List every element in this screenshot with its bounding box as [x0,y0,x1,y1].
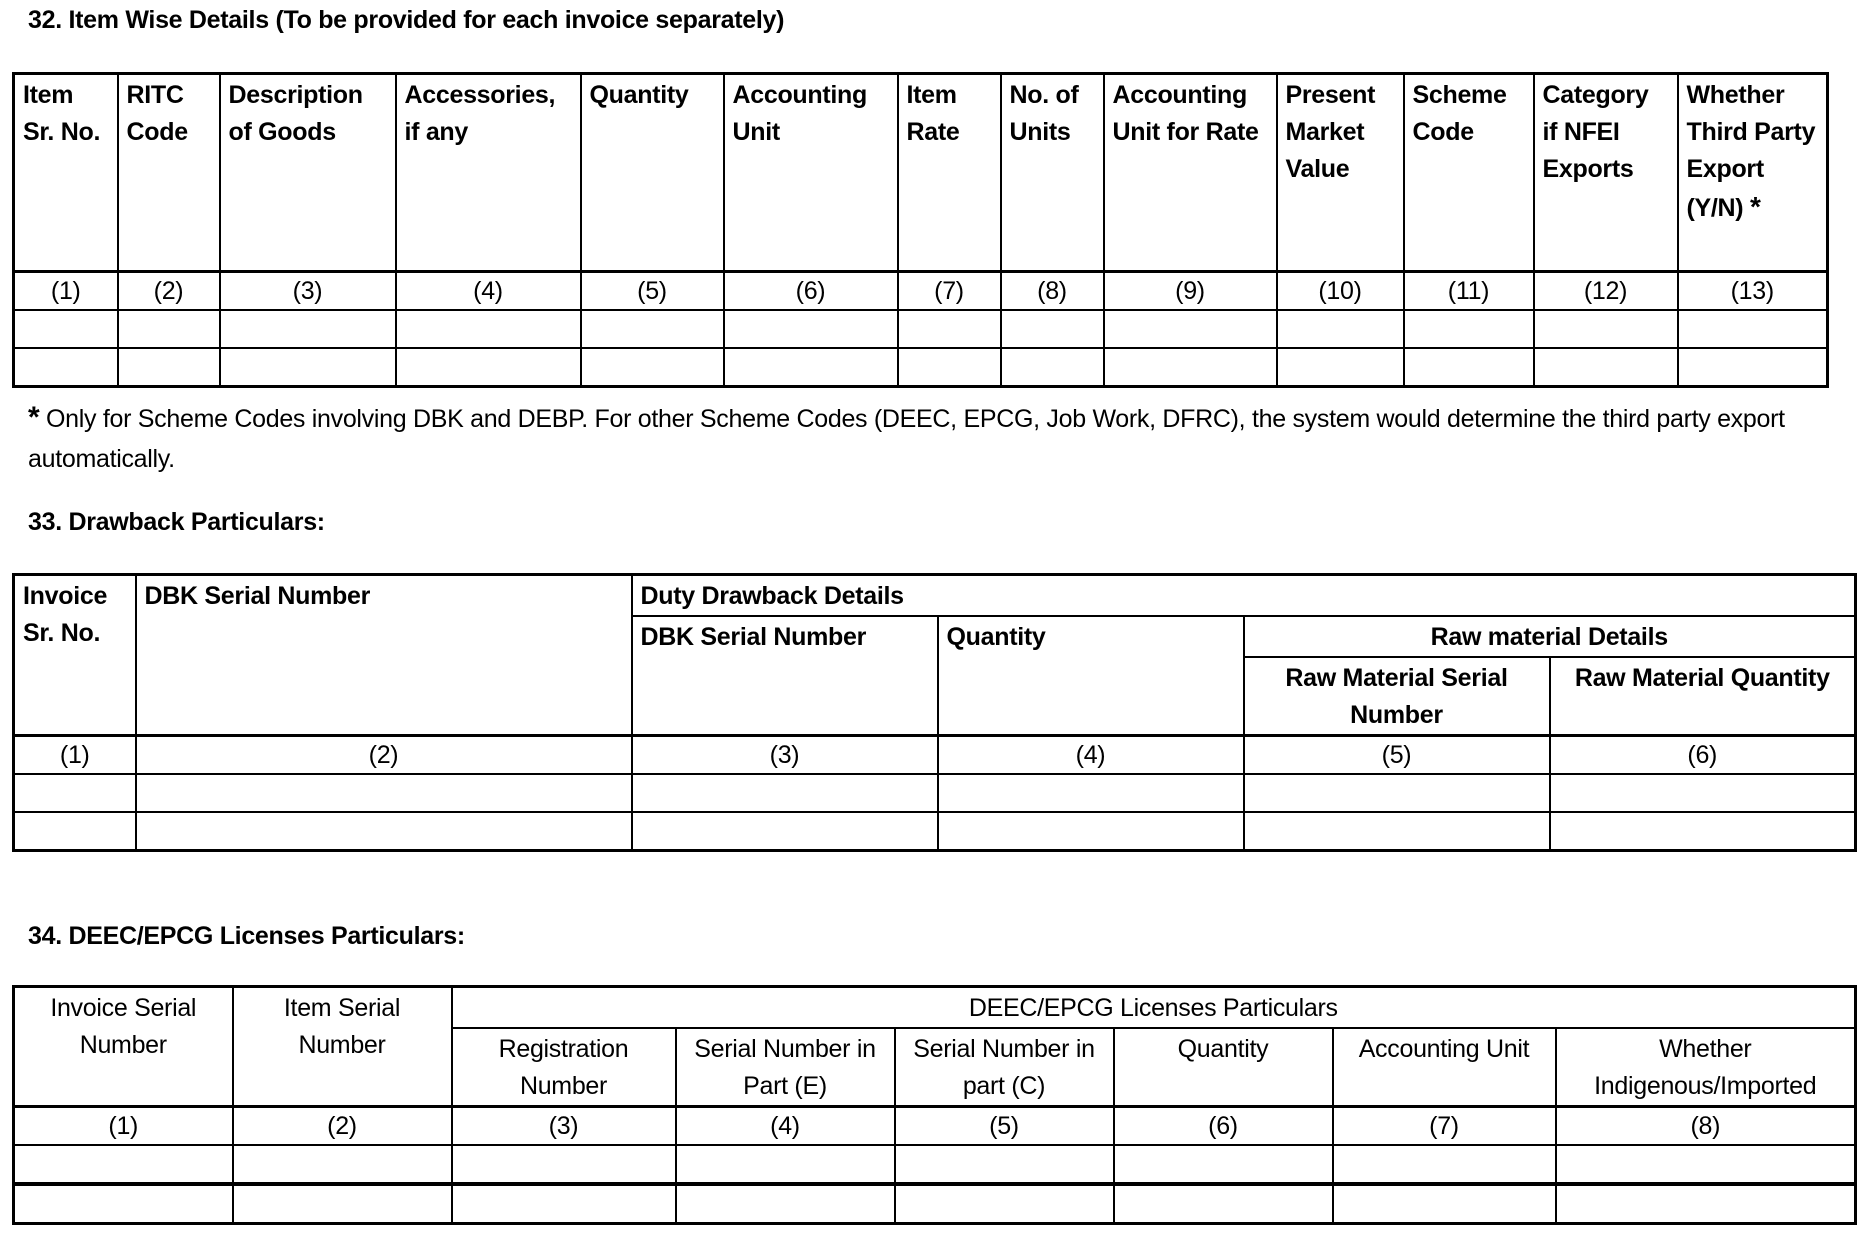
table-cell[interactable] [118,348,220,387]
col-quantity: Quantity [581,74,724,272]
col-number: (8) [1001,272,1104,311]
col-no-of-units: No. of Units [1001,74,1104,272]
table-cell[interactable] [14,1184,233,1224]
table-cell[interactable] [1556,1184,1856,1224]
col-serial-number-part-e: Serial Number in Part (E) [676,1028,895,1107]
col-present-market-value: Present Market Value [1277,74,1404,272]
table-cell[interactable] [1404,348,1534,387]
table-cell[interactable] [1333,1145,1556,1184]
table-cell[interactable] [724,348,898,387]
table-cell[interactable] [1277,348,1404,387]
table-cell[interactable] [136,812,632,851]
table-cell[interactable] [1277,310,1404,348]
table-cell[interactable] [898,310,1001,348]
col-number: (10) [1277,272,1404,311]
table-cell[interactable] [14,348,118,387]
col-scheme-code: Scheme Code [1404,74,1534,272]
col-dbk-serial-number: DBK Serial Number [136,575,632,736]
deec-epcg-licenses-table [12,985,1857,1225]
table-cell[interactable] [1244,774,1550,812]
sub-quantity: Quantity [938,616,1244,736]
col-item-rate: Item Rate [898,74,1001,272]
sub-dbk-serial-number: DBK Serial Number [632,616,938,736]
col-number: (12) [1534,272,1678,311]
table-cell[interactable] [1114,1145,1333,1184]
col-invoice-serial-number: Invoice Serial Number [14,987,233,1107]
col-number: (5) [1244,736,1550,775]
table-cell[interactable] [895,1145,1114,1184]
table-cell[interactable] [895,1184,1114,1224]
section-34-title: 34. DEEC/EPCG Licenses Particulars: [28,922,465,950]
table-cell[interactable] [676,1184,895,1224]
table-row [14,774,1856,812]
col-registration-number: Registration Number [452,1028,676,1107]
col-indigenous-imported: Whether Indigenous/Imported [1556,1028,1856,1107]
table-row [14,1184,1856,1224]
col-number: (4) [676,1107,895,1146]
table-cell[interactable] [1534,348,1678,387]
col-number: (3) [452,1107,676,1146]
col-accounting-unit-for-rate: Accounting Unit for Rate [1104,74,1277,272]
col-number: (3) [220,272,396,311]
table-cell[interactable] [1556,1145,1856,1184]
table-cell[interactable] [14,812,136,851]
table-cell[interactable] [676,1145,895,1184]
table-cell[interactable] [1104,310,1277,348]
col-number: (13) [1678,272,1828,311]
table-cell[interactable] [1114,1184,1333,1224]
table-cell[interactable] [220,310,396,348]
col-number: (3) [632,736,938,775]
table-cell[interactable] [724,310,898,348]
col-ritc-code: RITC Code [118,74,220,272]
table-row [14,1145,1856,1184]
drawback-particulars-table [12,573,1857,852]
third-party-export-label: Whether Third Party Export (Y/N) [1686,81,1816,222]
table-cell[interactable] [632,774,938,812]
table-cell[interactable] [396,310,581,348]
col-invoice-sr-no: Invoice Sr. No. [14,575,136,736]
table-cell[interactable] [1550,774,1856,812]
table-cell[interactable] [233,1145,452,1184]
table-cell[interactable] [1001,310,1104,348]
col-accessories: Accessories, if any [396,74,581,272]
group-deec-epcg-licenses: DEEC/EPCG Licenses Particulars [452,987,1856,1029]
col-number: (4) [396,272,581,311]
col-serial-number-part-c: Serial Number in part (C) [895,1028,1114,1107]
table-cell[interactable] [452,1184,676,1224]
section-33-title: 33. Drawback Particulars: [28,508,325,536]
table-cell[interactable] [938,812,1244,851]
table-cell[interactable] [581,348,724,387]
table-cell[interactable] [233,1184,452,1224]
table-row [14,310,1828,348]
table-cell[interactable] [14,774,136,812]
table-row [14,348,1828,387]
col-number: (8) [1556,1107,1856,1146]
table-cell[interactable] [396,348,581,387]
section-32-title: 32. Item Wise Details (To be provided for each invoice separately) [28,6,785,34]
col-item-serial-number: Item Serial Number [233,987,452,1107]
table-cell[interactable] [1550,812,1856,851]
column-number-row [14,272,1828,311]
table-cell[interactable] [118,310,220,348]
col-number: (2) [233,1107,452,1146]
item-wise-details-table [12,72,1829,388]
table-row [14,812,1856,851]
col-number: (4) [938,736,1244,775]
table-cell[interactable] [1104,348,1277,387]
table-cell[interactable] [1404,310,1534,348]
footnote [28,398,1828,479]
col-number: (1) [14,736,136,775]
table-cell[interactable] [1534,310,1678,348]
col-number: (9) [1104,272,1277,311]
asterisk-marker: * [1749,191,1761,222]
group-raw-material-details: Raw material Details [1244,616,1856,657]
group-duty-drawback-details: Duty Drawback Details [632,575,1856,617]
table-cell[interactable] [136,774,632,812]
table-cell[interactable] [14,310,118,348]
header-row [14,575,1856,617]
col-category-nfei: Category if NFEI Exports [1534,74,1678,272]
col-accounting-unit: Accounting Unit [724,74,898,272]
header-row [14,987,1856,1029]
col-item-sr-no: Item Sr. No. [14,74,118,272]
col-number: (11) [1404,272,1534,311]
col-number: (7) [1333,1107,1556,1146]
column-number-row [14,1107,1856,1146]
table-cell[interactable] [938,774,1244,812]
footnote-asterisk: * [28,401,40,434]
col-number: (1) [14,1107,233,1146]
col-number: (6) [724,272,898,311]
col-number: (2) [118,272,220,311]
col-third-party-export [1678,74,1828,272]
table-cell[interactable] [1244,812,1550,851]
table-cell[interactable] [1001,348,1104,387]
header-row [14,74,1828,272]
table-cell[interactable] [898,348,1001,387]
table-cell[interactable] [220,348,396,387]
table-cell[interactable] [1678,348,1828,387]
raw-material-serial-number: Raw Material Serial Number [1244,657,1550,736]
col-number: (5) [581,272,724,311]
table-cell[interactable] [452,1145,676,1184]
col-number: (6) [1550,736,1856,775]
col-description-of-goods: Description of Goods [220,74,396,272]
col-number: (5) [895,1107,1114,1146]
table-cell[interactable] [632,812,938,851]
col-quantity: Quantity [1114,1028,1333,1107]
col-number: (6) [1114,1107,1333,1146]
footnote-text: Only for Scheme Codes involving DBK and DEBP. For other Scheme Codes (DEEC, EPCG, Job Work, DFRC), the system would determine the third party export automatically. [28,405,1785,473]
col-number: (7) [898,272,1001,311]
column-number-row [14,736,1856,775]
col-number: (2) [136,736,632,775]
col-number: (1) [14,272,118,311]
raw-material-quantity: Raw Material Quantity [1550,657,1856,736]
table-cell[interactable] [1678,310,1828,348]
table-cell[interactable] [1333,1184,1556,1224]
col-accounting-unit: Accounting Unit [1333,1028,1556,1107]
table-cell[interactable] [14,1145,233,1184]
table-cell[interactable] [581,310,724,348]
